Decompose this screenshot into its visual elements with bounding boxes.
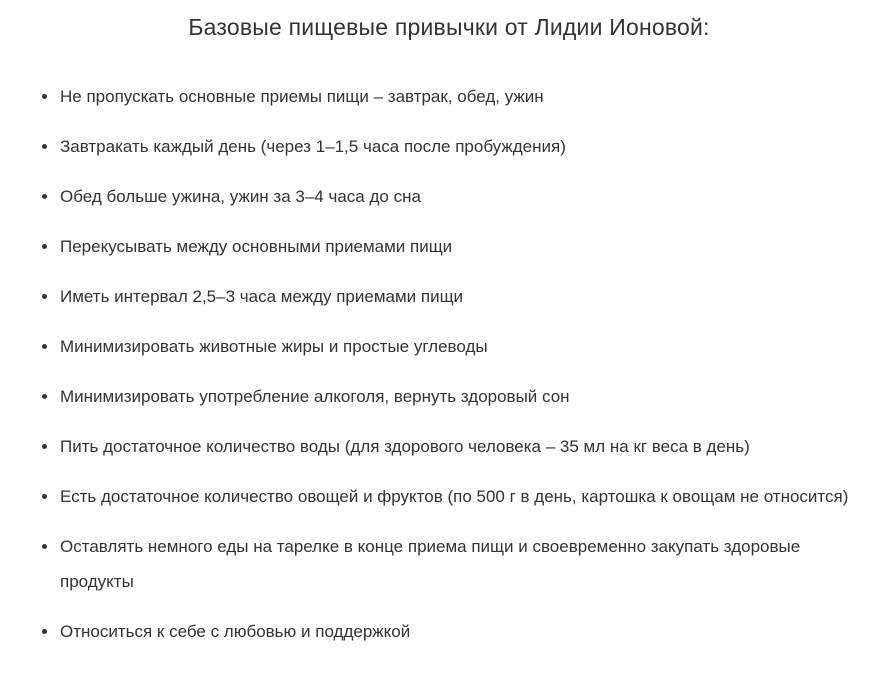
- list-item-text: Минимизировать животные жиры и простые углеводы: [60, 337, 488, 356]
- bullet-icon: [42, 194, 47, 199]
- bullet-icon: [42, 494, 47, 499]
- bullet-icon: [42, 144, 47, 149]
- list-item: [40, 379, 858, 414]
- bullet-icon: [42, 444, 47, 449]
- list-item-text: Относиться к себе с любовью и поддержкой: [60, 622, 411, 641]
- bullet-icon: [42, 294, 47, 299]
- list-item-text: Оставлять немного еды на тарелке в конце приема пищи и своевременно закупать здоровые продукты: [60, 537, 801, 591]
- list-item: [40, 429, 858, 464]
- list-item-text: Пить достаточное количество воды (для здорового человека – 35 мл на кг веса в день): [60, 437, 750, 456]
- list-item: [40, 529, 858, 599]
- bullet-icon: [42, 244, 47, 249]
- page-title: Базовые пищевые привычки от Лидии Ионовой:: [188, 14, 710, 40]
- bullet-icon: [42, 394, 47, 399]
- list-item-text: Есть достаточное количество овощей и фруктов (по 500 г в день, картошка к овощам не относится): [60, 487, 849, 506]
- bullet-icon: [42, 344, 47, 349]
- list-item: [40, 129, 858, 164]
- bullet-icon: [42, 94, 47, 99]
- list-item-text: Обед больше ужина, ужин за 3–4 часа до сна: [60, 187, 421, 206]
- list-item-text: Минимизировать употребление алкоголя, вернуть здоровый сон: [60, 387, 570, 406]
- list-item: [40, 614, 858, 649]
- list-item: [40, 329, 858, 364]
- habits-list: [40, 79, 858, 649]
- list-item: [40, 229, 858, 264]
- bullet-icon: [42, 544, 47, 549]
- list-item-text: Завтракать каждый день (через 1–1,5 часа после пробуждения): [60, 137, 566, 156]
- list-item: [40, 479, 858, 514]
- list-item: [40, 179, 858, 214]
- bullet-icon: [42, 629, 47, 634]
- list-item-text: Не пропускать основные приемы пищи – завтрак, обед, ужин: [60, 87, 544, 106]
- list-item-text: Перекусывать между основными приемами пищи: [60, 237, 453, 256]
- list-item-text: Иметь интервал 2,5–3 часа между приемами пищи: [60, 287, 464, 306]
- list-item: [40, 279, 858, 314]
- list-item: [40, 79, 858, 114]
